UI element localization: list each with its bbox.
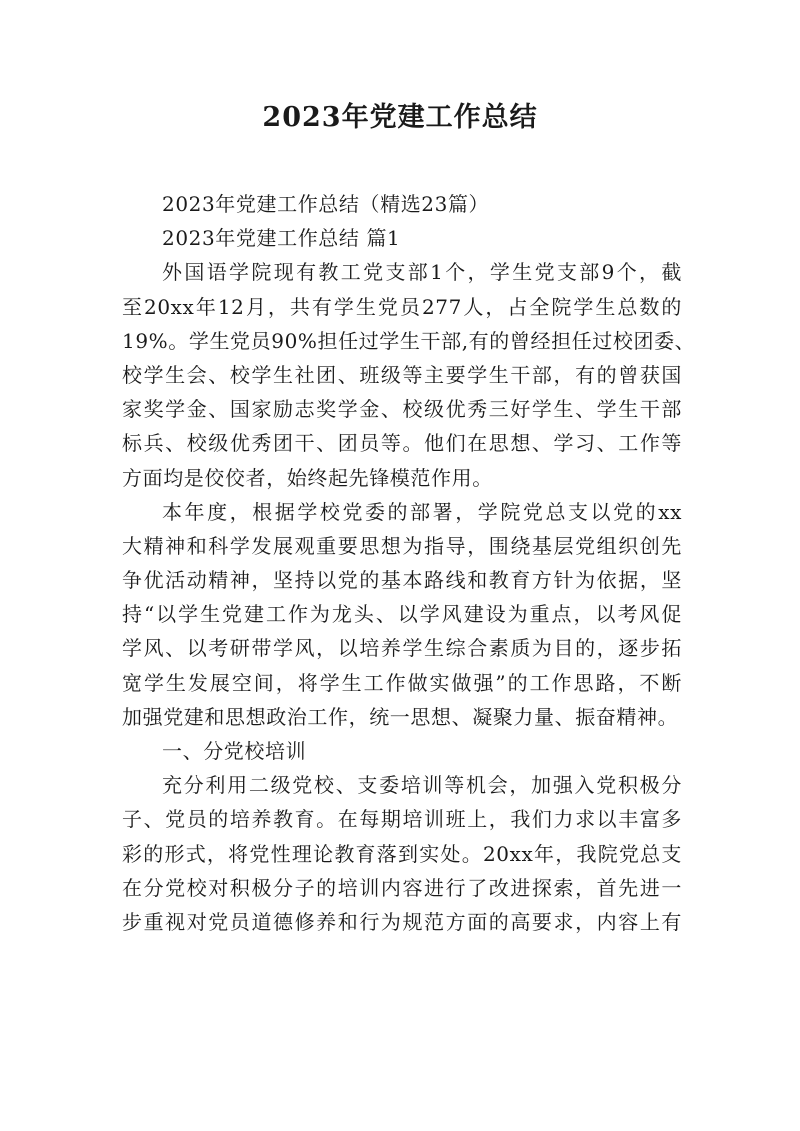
body-text-line: 家奖学金、国家励志奖学金、校级优秀三好学生、学生干部: [122, 397, 682, 422]
body-text-line: 在分党校对积极分子的培训内容进行了改进探索，首先进一: [122, 875, 682, 900]
body-text-line: 外国语学院现有教工党支部1个，学生党支部9个，截: [162, 260, 682, 285]
body-text-line: 校学生会、校学生社团、班级等主要学生干部，有的曾获国: [122, 362, 682, 387]
body-text-line: 2023年党建工作总结 篇1: [162, 226, 401, 251]
body-text-line: 19%。学生党员90%担任过学生干部,有的曾经担任过校团委、: [122, 328, 696, 353]
body-text-line: 本年度，根据学校党委的部署，学院党总支以党的xx: [162, 499, 682, 524]
body-text-line: 2023年党建工作总结（精选23篇）: [162, 192, 490, 216]
document-title: 2023年党建工作总结: [262, 102, 538, 133]
body-text-line: 加强党建和思想政治工作，统一思想、凝聚力量、振奋精神。: [122, 704, 679, 729]
body-text-line: 方面均是佼佼者，始终起先锋模范作用。: [122, 465, 493, 490]
body-text-line: 充分利用二级党校、支委培训等机会，加强入党积极分: [162, 773, 682, 798]
body-text-line: 步重视对党员道德修养和行为规范方面的高要求，内容上有: [122, 909, 682, 934]
body-text-line: 争优活动精神，坚持以党的基本路线和教育方针为依据，坚: [122, 568, 682, 593]
body-text-line: 至20xx年12月，共有学生党员277人，占全院学生总数的: [122, 294, 682, 319]
body-text-line: 一、分党校培训: [162, 739, 307, 763]
body-text-line: 大精神和科学发展观重要思想为指导，围绕基层党组织创先: [122, 533, 682, 558]
body-text-line: 子、党员的培养教育。在每期培训班上，我们力求以丰富多: [122, 807, 682, 832]
body-text-line: 标兵、校级优秀团干、团员等。他们在思想、学习、工作等: [122, 431, 682, 456]
body-text-line: 宽学生发展空间，将学生工作做实做强”的工作思路，不断: [122, 670, 682, 695]
document-body: [122, 187, 696, 939]
body-text-line: 彩的形式，将党性理论教育落到实处。20xx年，我院党总支: [122, 841, 682, 866]
body-text-line: 学风、以考研带学风，以培养学生综合素质为目的，逐步拓: [122, 636, 682, 661]
body-text-line: 持“以学生党建工作为龙头、以学风建设为重点，以考风促: [122, 602, 682, 627]
